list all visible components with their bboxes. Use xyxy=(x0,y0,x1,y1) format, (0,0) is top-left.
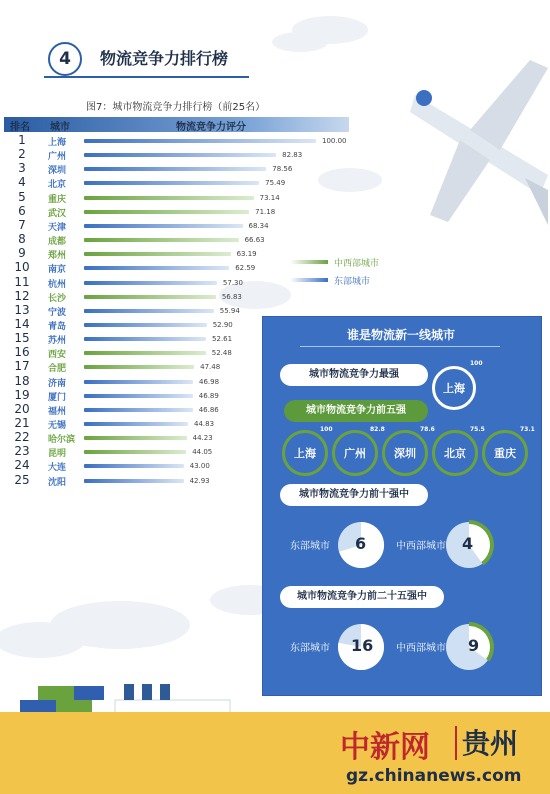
score-column-header: 物流竞争力评分 xyxy=(176,122,246,133)
rank-number: 12 xyxy=(14,288,30,303)
score-bar xyxy=(84,323,207,327)
score-value-label: 52.48 xyxy=(211,349,232,358)
score-value-label: 43.00 xyxy=(189,462,210,471)
strongest-label: 城市物流竞争力最强 xyxy=(280,364,428,386)
legend-label-central-west: 中西部城市 xyxy=(334,259,380,269)
score-value-label: 46.89 xyxy=(198,391,219,400)
rank-number: 16 xyxy=(14,345,30,360)
strongest-city-name: 上海 xyxy=(443,382,465,395)
city-label: 南京 xyxy=(48,265,67,276)
top10-east-count: 6 xyxy=(355,534,367,553)
top25-cw-label: 中西部城市 xyxy=(396,643,446,654)
city-label: 厦门 xyxy=(48,392,67,403)
city-label: 大连 xyxy=(48,463,67,474)
top5-city-score: 78.6 xyxy=(420,426,435,433)
city-label: 沈阳 xyxy=(48,477,67,488)
top10-cw-count: 4 xyxy=(462,534,474,553)
legend-swatch-east xyxy=(290,278,328,282)
score-value-label: 42.93 xyxy=(189,476,210,485)
rank-number: 6 xyxy=(18,203,26,218)
rank-number: 9 xyxy=(18,246,26,261)
city-label: 宁波 xyxy=(48,307,67,318)
score-bar xyxy=(84,295,216,299)
top5-city-circle xyxy=(432,430,478,476)
legend-label-east: 东部城市 xyxy=(334,277,371,287)
city-label: 上海 xyxy=(48,138,67,148)
score-bar xyxy=(84,380,193,384)
score-bar xyxy=(84,224,243,228)
city-label: 郑州 xyxy=(48,251,67,262)
city-label: 西安 xyxy=(48,350,67,361)
top5-city-name: 北京 xyxy=(444,447,466,460)
score-bar xyxy=(84,252,231,256)
top10-label: 城市物流竞争力前十强中 xyxy=(280,484,428,506)
city-label: 成都 xyxy=(48,237,67,248)
city-label: 济南 xyxy=(48,378,67,389)
score-bar xyxy=(84,196,254,200)
rank-number: 25 xyxy=(14,472,30,487)
score-bar xyxy=(84,408,193,412)
top5-city-score: 75.5 xyxy=(470,426,485,433)
rank-number: 15 xyxy=(14,331,30,346)
city-label: 广州 xyxy=(48,152,67,163)
score-value-label: 44.83 xyxy=(194,420,215,428)
score-bar xyxy=(84,436,187,440)
rank-number: 4 xyxy=(18,175,26,190)
rank-number: 17 xyxy=(14,359,30,374)
score-value-label: 47.48 xyxy=(200,363,221,372)
city-label: 北京 xyxy=(48,180,67,191)
score-value-label: 63.19 xyxy=(236,250,257,259)
score-bar xyxy=(84,422,188,426)
score-value-label: 46.98 xyxy=(198,377,220,386)
score-bar xyxy=(84,238,239,242)
rank-column-header: 排名 xyxy=(10,122,30,133)
score-value-label: 73.14 xyxy=(259,193,280,202)
top5-city-name: 重庆 xyxy=(494,447,516,460)
brand-url: gz.chinanews.com xyxy=(346,766,522,786)
top5-label: 城市物流竞争力前五强 xyxy=(284,400,428,422)
score-value-label: 82.83 xyxy=(282,151,303,160)
strongest-score: 100 xyxy=(470,360,483,367)
rank-number: 2 xyxy=(18,147,26,162)
rank-number: 11 xyxy=(14,274,30,289)
score-bar xyxy=(84,479,184,483)
score-value-label: 44.23 xyxy=(192,434,213,443)
rank-number: 7 xyxy=(18,217,26,232)
score-value-label: 57.30 xyxy=(222,278,243,287)
city-label: 苏州 xyxy=(48,336,67,347)
rank-number: 24 xyxy=(14,458,30,473)
airplane-illustration xyxy=(410,60,548,225)
rank-number: 8 xyxy=(18,232,26,247)
score-bar xyxy=(84,210,249,214)
rank-number: 3 xyxy=(18,161,26,176)
score-value-label: 75.49 xyxy=(265,179,286,188)
score-bar xyxy=(84,394,193,398)
score-value-label: 62.59 xyxy=(235,264,256,273)
score-value-label: 100.00 xyxy=(322,137,347,145)
top25-east-count: 16 xyxy=(351,636,374,655)
figure-caption: 图7：城市物流竞争力排行榜（前25名） xyxy=(86,102,266,113)
score-value-label: 56.83 xyxy=(221,292,242,301)
score-value-label: 46.86 xyxy=(198,405,219,414)
section-number-badge: 4 xyxy=(48,42,82,76)
top5-city-score: 82.8 xyxy=(370,426,385,433)
city-label: 杭州 xyxy=(48,279,67,290)
top5-city-name: 上海 xyxy=(294,447,316,460)
top5-city-name: 广州 xyxy=(344,447,366,460)
top5-city-circle xyxy=(482,430,528,476)
city-label: 重庆 xyxy=(48,194,67,205)
score-bar xyxy=(84,337,206,341)
city-column-header: 城市 xyxy=(50,122,70,133)
score-bar xyxy=(84,153,276,157)
rank-number: 5 xyxy=(18,189,26,204)
score-bar xyxy=(84,450,186,454)
rank-number: 21 xyxy=(14,416,30,430)
score-value-label: 78.56 xyxy=(272,165,293,174)
city-label: 无锡 xyxy=(48,421,67,431)
score-bar xyxy=(84,266,229,270)
top25-cw-count: 9 xyxy=(468,636,480,655)
city-label: 天津 xyxy=(48,222,67,233)
rank-number: 19 xyxy=(14,387,30,402)
top25-east-label: 东部城市 xyxy=(290,643,330,654)
strongest-city-circle xyxy=(432,366,476,410)
score-value-label: 71.18 xyxy=(255,207,276,216)
rank-number: 1 xyxy=(18,133,26,147)
score-bar xyxy=(84,365,194,369)
score-bar xyxy=(84,309,214,313)
score-value-label: 44.05 xyxy=(192,448,213,457)
rank-number: 14 xyxy=(14,316,30,331)
panel-title: 谁是物流新一线城市 xyxy=(346,328,455,342)
brand-region: 贵州 xyxy=(462,727,519,760)
top5-city-circle xyxy=(332,430,378,476)
score-bar xyxy=(84,167,266,171)
score-value-label: 66.63 xyxy=(244,236,265,245)
rank-number: 10 xyxy=(14,260,30,275)
top10-east-label: 东部城市 xyxy=(290,541,330,552)
brand-separator xyxy=(455,726,457,760)
score-bar xyxy=(84,281,217,285)
score-bar xyxy=(84,139,316,143)
city-label: 深圳 xyxy=(48,166,67,177)
legend-swatch-central-west xyxy=(290,260,328,264)
top5-city-circle xyxy=(282,430,328,476)
rank-number: 20 xyxy=(14,401,30,416)
panel-title-underline xyxy=(300,346,500,347)
score-value-label: 52.90 xyxy=(212,320,233,329)
rank-number: 23 xyxy=(14,444,30,459)
score-bar xyxy=(84,351,206,355)
city-label: 武汉 xyxy=(48,208,67,219)
brand-logo-text: 中新网 xyxy=(340,730,430,765)
city-label: 福州 xyxy=(48,406,67,417)
city-label: 青岛 xyxy=(48,321,67,332)
score-value-label: 68.34 xyxy=(248,221,269,230)
rank-number: 18 xyxy=(14,373,30,388)
score-value-label: 55.94 xyxy=(219,306,240,315)
top5-city-name: 深圳 xyxy=(394,447,416,460)
rank-number: 13 xyxy=(14,302,30,317)
top25-label: 城市物流竞争力前二十五强中 xyxy=(280,586,444,608)
score-value-label: 52.61 xyxy=(212,335,233,344)
score-bar xyxy=(84,181,259,185)
top5-city-score: 73.1 xyxy=(520,426,535,433)
section-title: 物流竞争力排行榜 xyxy=(100,49,229,68)
city-label: 哈尔滨 xyxy=(48,435,76,446)
rank-number: 22 xyxy=(14,430,30,445)
top5-city-score: 100 xyxy=(320,426,333,433)
city-label: 合肥 xyxy=(48,364,67,375)
score-bar xyxy=(84,464,184,468)
city-label: 昆明 xyxy=(48,449,67,460)
city-label: 长沙 xyxy=(48,293,67,304)
top10-cw-label: 中西部城市 xyxy=(396,541,446,552)
top5-city-circle xyxy=(382,430,428,476)
